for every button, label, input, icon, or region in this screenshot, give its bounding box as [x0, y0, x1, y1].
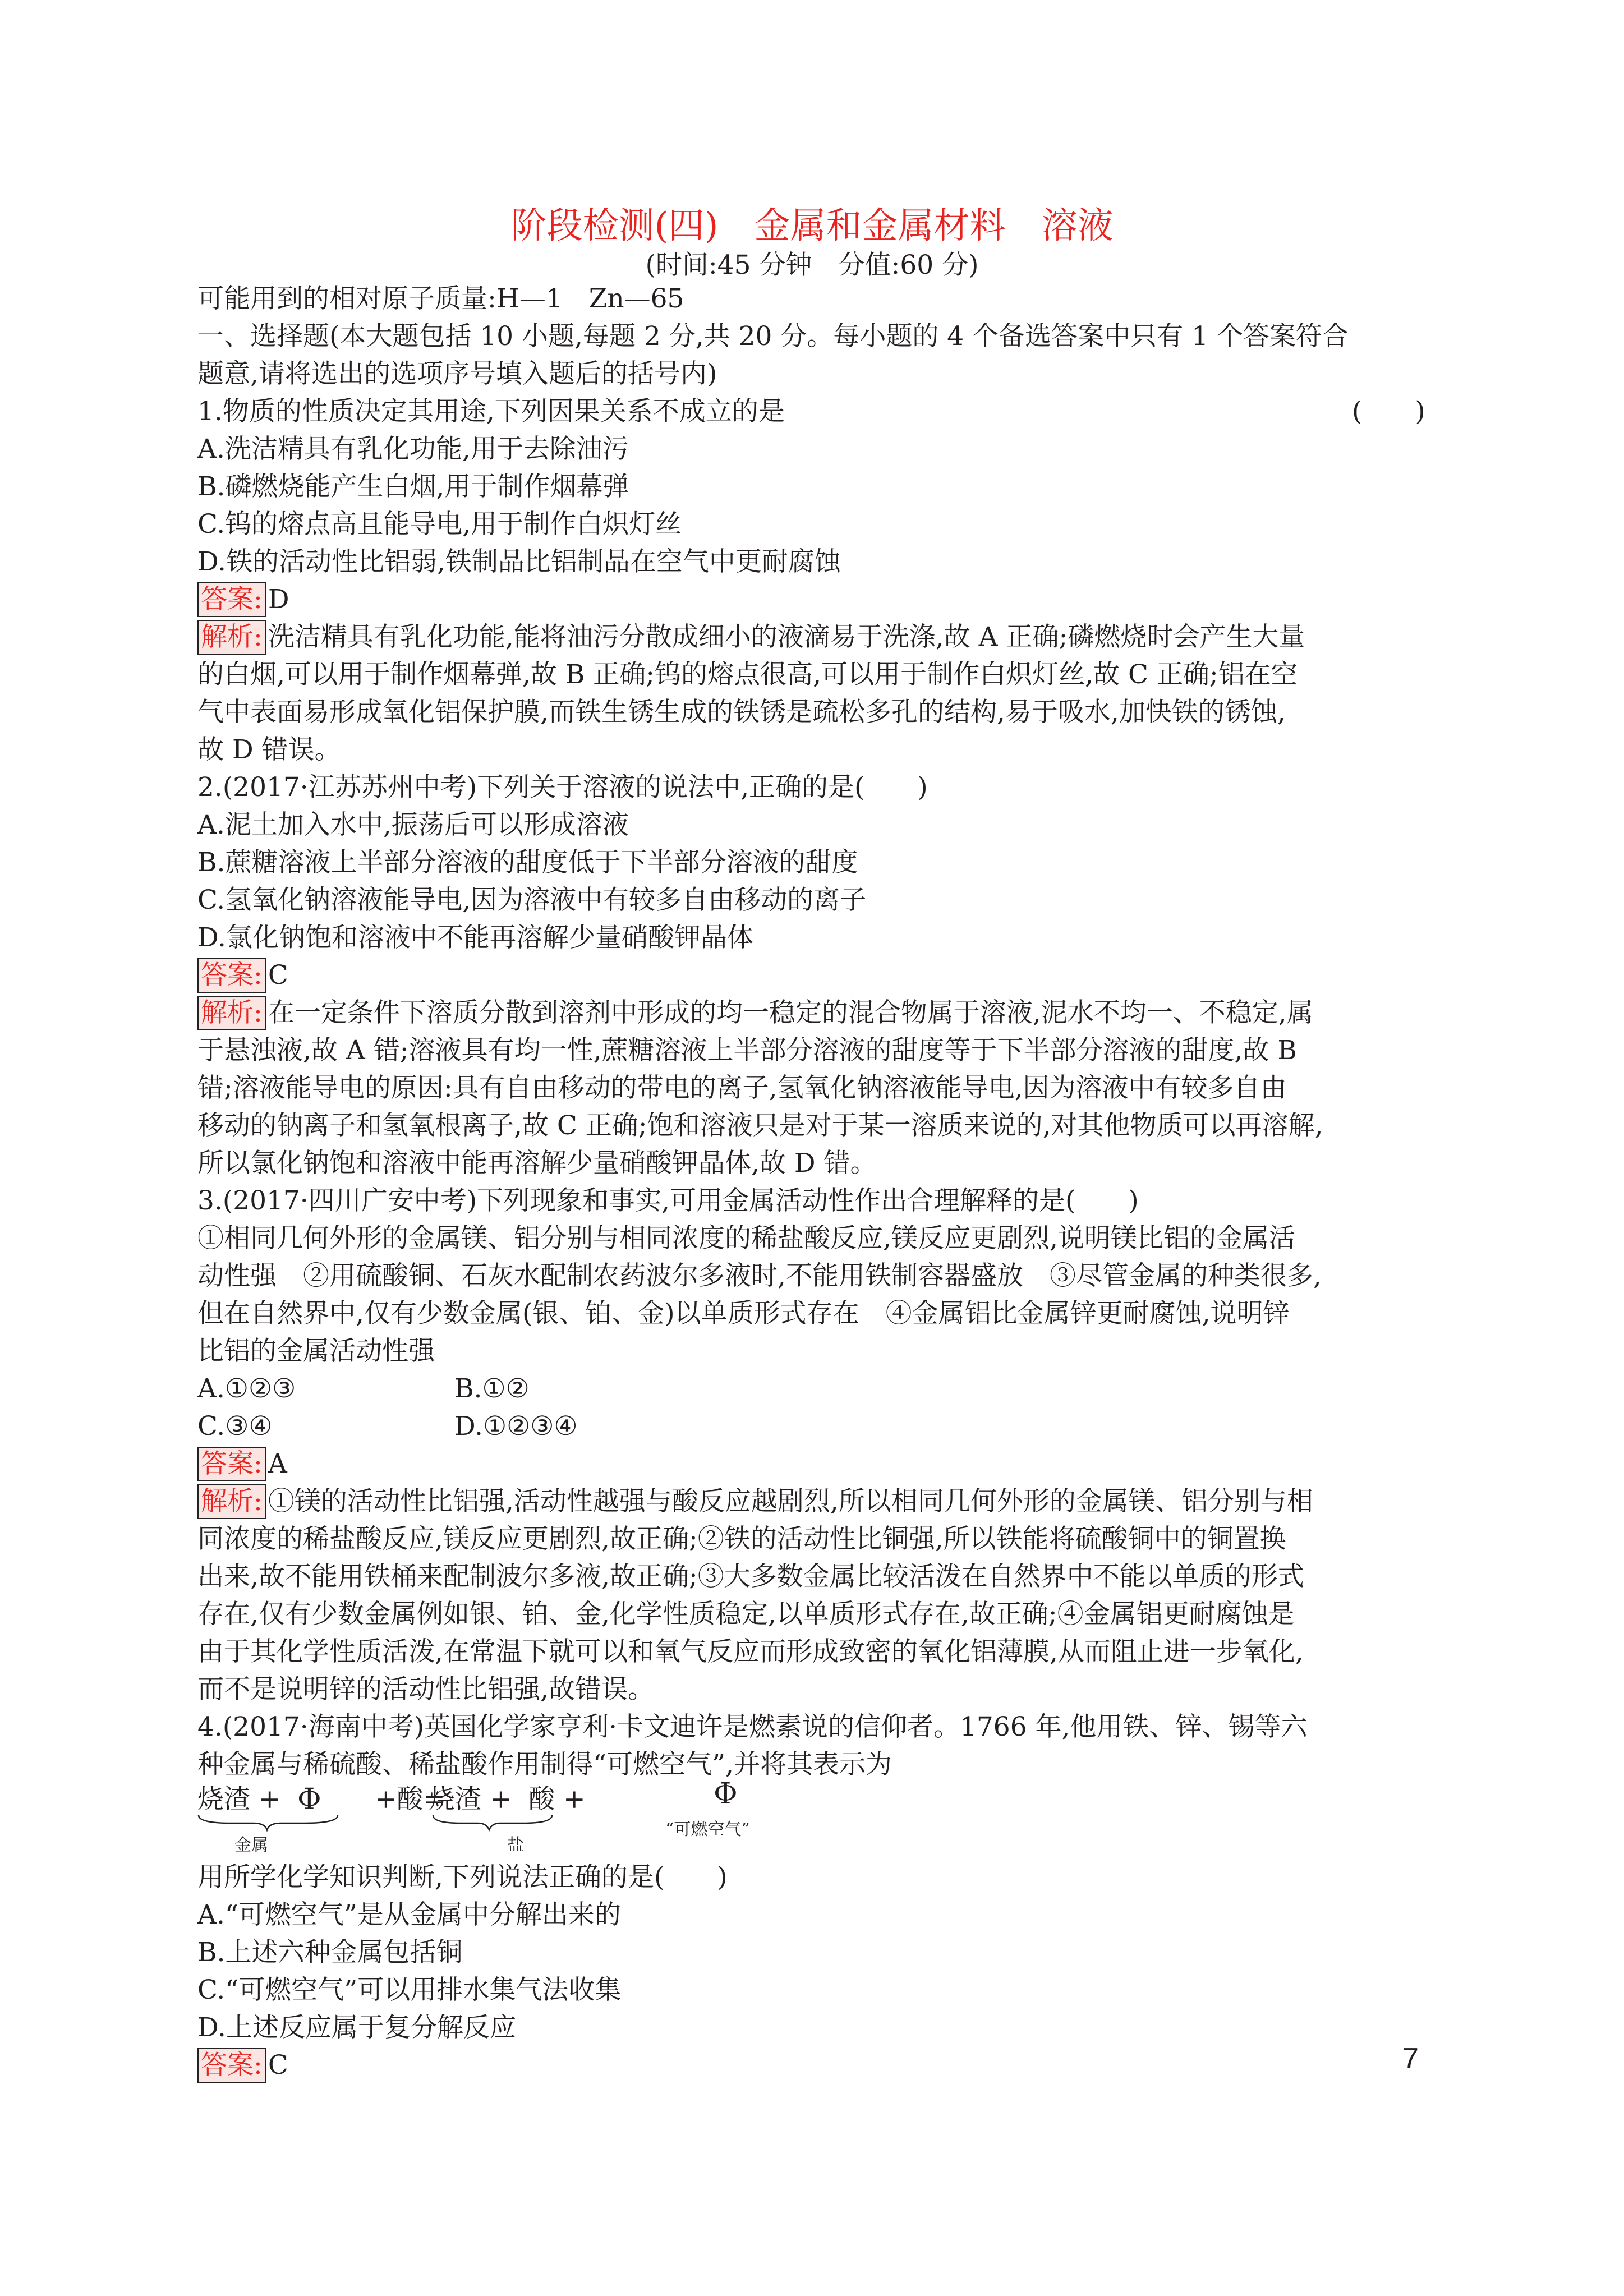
- q3-option-b: B.①②: [454, 1373, 530, 1404]
- q4-stem-2: 种金属与稀硫酸、稀盐酸作用制得“可燃空气”,并将其表示为: [197, 1749, 892, 1780]
- q4-option-b: B.上述六种金属包括铜: [197, 1937, 463, 1968]
- q3-analysis-6: 而不是说明锌的活动性比铝强,故错误。: [197, 1674, 654, 1705]
- answer-tag: 答案:: [197, 958, 266, 993]
- q3-body-3: 但在自然界中,仅有少数金属(银、铂、金)以单质形式存在 ④金属铝比金属锌更耐腐蚀,说明锌: [197, 1298, 1290, 1329]
- equation-middle: +酸=: [375, 1784, 445, 1815]
- section-instructions: 一、选择题(本大题包括 10 小题,每题 2 分,共 20 分。每小题的 4 个备选答案中只有 1 个答案符合: [197, 321, 1349, 352]
- q2-analysis-4: 移动的钠离子和氢氧根离子,故 C 正确;饱和溶液只是对于某一溶质来说的,对其他物质可以再溶解,: [197, 1110, 1323, 1141]
- q1-analysis-2: 的白烟,可以用于制作烟幕弹,故 B 正确;钨的熔点很高,可以用于制作白炽灯丝,故 C 正确;铝在空: [197, 659, 1298, 690]
- phlogiston-symbol-2: Φ: [714, 1777, 738, 1811]
- q2-option-c: C.氢氧化钠溶液能导电,因为溶液中有较多自由移动的离子: [197, 885, 867, 915]
- q3-option-c: C.③④: [197, 1411, 273, 1442]
- q2-analysis-2: 于悬浊液,故 A 错;溶液具有均一性,蔗糖溶液上半部分溶液的甜度等于下半部分溶液的甜度,故 B: [197, 1035, 1297, 1066]
- q4-option-a: A.“可燃空气”是从金属中分解出来的: [197, 1899, 621, 1930]
- page-title: 阶段检测(四) 金属和金属材料 溶液: [510, 205, 1114, 247]
- q4-stem-1: 4.(2017·海南中考)英国化学家亨利·卡文迪许是燃素说的信仰者。1766 年,他用铁、锌、锡等六: [197, 1711, 1308, 1742]
- q1-option-b: B.磷燃烧能产生白烟,用于制作烟幕弹: [197, 471, 629, 502]
- answer-tag: 答案:: [197, 2048, 266, 2083]
- q3-analysis-1: [197, 1483, 1313, 1520]
- q4-answer-value: C: [268, 2050, 288, 2081]
- q3-body-2: 动性强 ②用硫酸铜、石灰水配制农药波尔多液时,不能用铁制容器盛放 ③尽管金属的种类很多,: [197, 1260, 1322, 1291]
- q3-option-d: D.①②③④: [454, 1411, 578, 1442]
- q3-analysis-3: 出来,故不能用铁桶来配制波尔多液,故正确;③大多数金属比较活泼在自然界中不能以单质的形式: [197, 1561, 1304, 1592]
- q1-option-c: C.钨的熔点高且能导电,用于制作白炽灯丝: [197, 509, 682, 540]
- q1-analysis-4: 故 D 错误。: [197, 734, 341, 765]
- phlogiston-symbol: Φ: [297, 1783, 321, 1816]
- q2-option-b: B.蔗糖溶液上半部分溶液的甜度低于下半部分溶液的甜度: [197, 847, 858, 878]
- q4-option-d: D.上述反应属于复分解反应: [197, 2012, 516, 2043]
- q2-analysis-text: 在一定条件下溶质分散到溶剂中形成的均一稳定的混合物属于溶液,泥水不均一、不稳定,属: [268, 997, 1313, 1028]
- q3-analysis-5: 由于其化学性质活泼,在常温下就可以和氧气反应而形成致密的氧化铝薄膜,从而阻止进一步氧化,: [197, 1636, 1304, 1667]
- metal-brace: [199, 1815, 338, 1830]
- q3-option-a: A.①②③: [197, 1373, 296, 1404]
- salt-brace: [433, 1815, 552, 1830]
- analysis-tag: 解析:: [197, 620, 266, 655]
- equation-left: 烧渣 +: [197, 1784, 281, 1815]
- q2-stem: 2.(2017·江苏苏州中考)下列关于溶液的说法中,正确的是( ): [197, 772, 928, 803]
- q1-analysis-text: 洗洁精具有乳化功能,能将油污分散成细小的液滴易于洗涤,故 A 正确;磷燃烧时会产生大量: [268, 622, 1305, 652]
- q1-option-a: A.洗洁精具有乳化功能,用于去除油污: [197, 434, 629, 464]
- analysis-tag: 解析:: [197, 996, 266, 1030]
- q3-stem: 3.(2017·四川广安中考)下列现象和事实,可用金属活动性作出合理解释的是( ): [197, 1185, 1139, 1216]
- q1-answer: [197, 581, 289, 618]
- q2-answer-value: C: [268, 960, 288, 991]
- q2-option-d: D.氯化钠饱和溶液中不能再溶解少量硝酸钾晶体: [197, 922, 753, 953]
- atomic-mass-note: 可能用到的相对原子质量:H—1 Zn—65: [197, 283, 684, 314]
- q2-answer: [197, 957, 288, 994]
- metal-label: 金属: [234, 1835, 268, 1855]
- q2-analysis-1: [197, 995, 1313, 1032]
- page-number: 7: [1402, 2042, 1419, 2075]
- q1-answer-value: D: [268, 584, 289, 615]
- q1-analysis-3: 气中表面易形成氧化铝保护膜,而铁生锈生成的铁锈是疏松多孔的结构,易于吸水,加快铁的锈蚀,: [197, 697, 1286, 728]
- q2-analysis-5: 所以氯化钠饱和溶液中能再溶解少量硝酸钾晶体,故 D 错。: [197, 1148, 877, 1179]
- q3-answer: [197, 1446, 287, 1483]
- q4-answer: [197, 2047, 288, 2084]
- section-instructions-cont: 题意,请将选出的选项序号填入题后的括号内): [197, 358, 717, 389]
- q1-option-d: D.铁的活动性比铝弱,铁制品比铝制品在空气中更耐腐蚀: [197, 546, 841, 577]
- q2-analysis-3: 错;溶液能导电的原因:具有自由移动的带电的离子,氢氧化钠溶液能导电,因为溶液中有较多自由: [197, 1073, 1287, 1103]
- analysis-tag: 解析:: [197, 1484, 266, 1519]
- combustible-air-label: “可燃空气”: [665, 1820, 750, 1839]
- q3-analysis-text: ①镁的活动性比铝强,活动性越强与酸反应越剧烈,所以相同几何外形的金属镁、铝分别与相: [268, 1486, 1313, 1517]
- q1-stem: 1.物质的性质决定其用途,下列因果关系不成立的是: [197, 396, 785, 427]
- answer-tag: 答案:: [197, 1447, 266, 1481]
- exam-time-score: (时间:45 分钟 分值:60 分): [645, 250, 979, 280]
- q1-analysis-1: [197, 619, 1305, 656]
- q4-stem-3: 用所学化学知识判断,下列说法正确的是( ): [197, 1862, 728, 1893]
- equation-right: 烧渣 + 酸 +: [429, 1784, 586, 1815]
- q3-body-1: ①相同几何外形的金属镁、铝分别与相同浓度的稀盐酸反应,镁反应更剧烈,说明镁比铝的金属活: [197, 1223, 1295, 1254]
- q3-body-4: 比铝的金属活动性强: [197, 1336, 435, 1366]
- answer-tag: 答案:: [197, 582, 266, 617]
- q3-analysis-2: 同浓度的稀盐酸反应,镁反应更剧烈,故正确;②铁的活动性比铜强,所以铁能将硫酸铜中的铜置换: [197, 1524, 1286, 1554]
- q4-option-c: C.“可燃空气”可以用排水集气法收集: [197, 1975, 622, 2005]
- q3-answer-value: A: [268, 1448, 287, 1479]
- q1-answer-blank: ( ): [1352, 396, 1425, 427]
- q2-option-a: A.泥土加入水中,振荡后可以形成溶液: [197, 809, 629, 840]
- q3-analysis-4: 存在,仅有少数金属例如银、铂、金,化学性质稳定,以单质形式存在,故正确;④金属铝更耐腐蚀是: [197, 1599, 1295, 1630]
- salt-label: 盐: [507, 1835, 524, 1855]
